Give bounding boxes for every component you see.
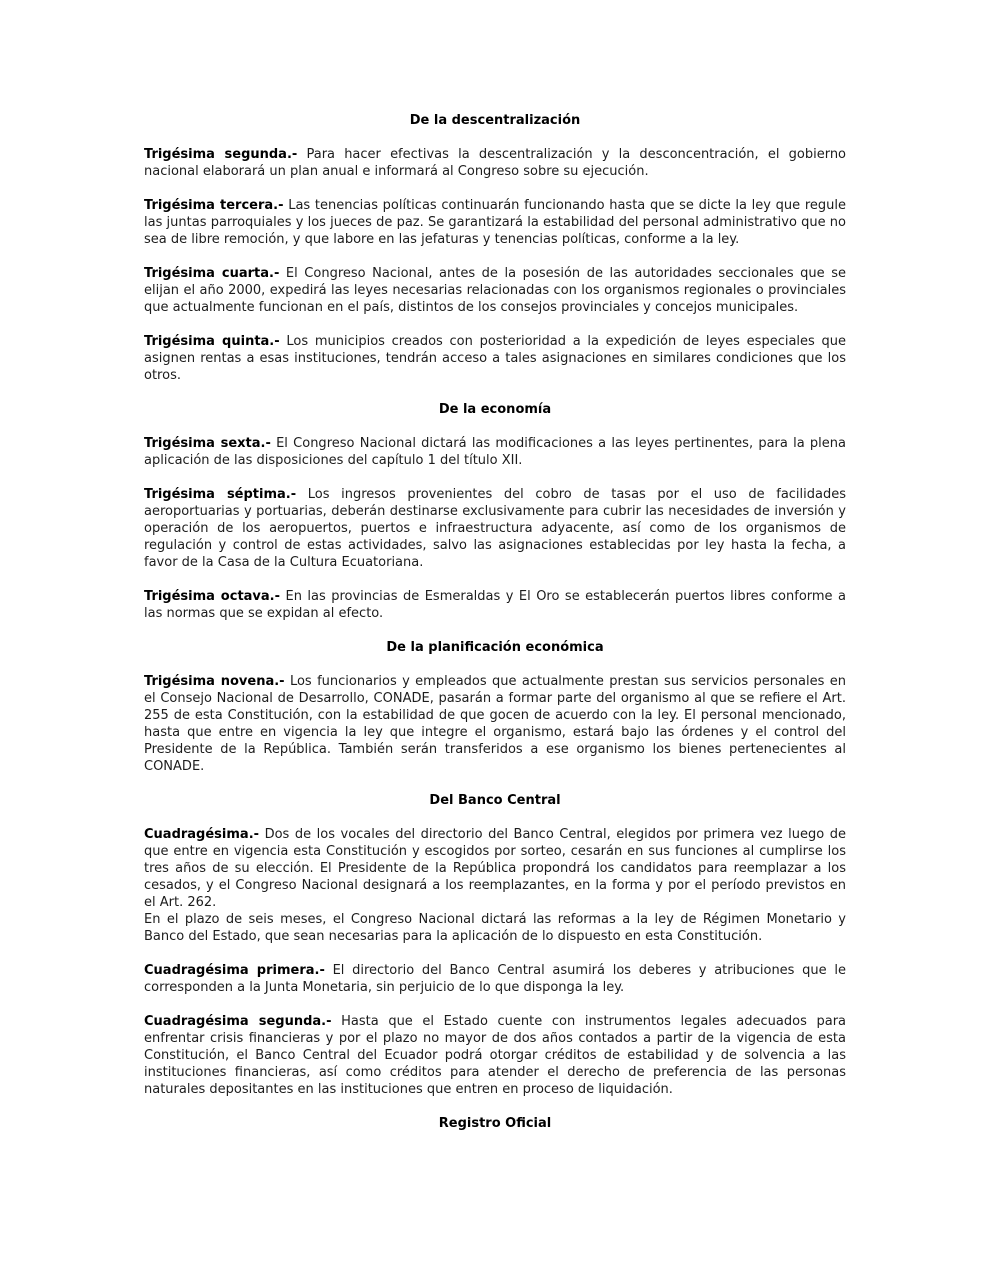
clause-main (144, 826, 846, 911)
clause-label: Trigésima sexta.- (144, 436, 271, 451)
clause-label: Trigésima quinta.- (144, 334, 280, 349)
clause-label: Trigésima segunda.- (144, 147, 298, 162)
paragraph-trigesima-octava (144, 588, 846, 622)
document-content (144, 0, 846, 1132)
paragraph-trigesima-novena (144, 673, 846, 775)
clause-label: Trigésima séptima.- (144, 487, 297, 502)
section-heading-registro-oficial: Registro Oficial (438, 1116, 552, 1131)
clause-label: Trigésima cuarta.- (144, 266, 280, 281)
clause-label: Cuadragésima primera.- (144, 963, 325, 978)
paragraph-cuadragesima-primera (144, 962, 846, 996)
clause-text: Los municipios creados con posterioridad a la expedición de leyes especiales que asignen rentas a esas instituciones, tendrán acceso a tales asignaciones en similares condiciones que los otros. (144, 334, 847, 383)
clause-text: Las tenencias políticas continuarán funcionando hasta que se dicte la ley que regule las juntas parroquiales y los jueces de paz. Se garantizará la estabilidad del personal administrativo que no sea de libre remoción, y que labore en las jefaturas y tenencias políticas, conforme a la ley. (144, 198, 846, 247)
clause-text: Dos de los vocales del directorio del Banco Central, elegidos por primera vez luego de que entre en vigencia esta Constitución y escogidos por sorteo, cesarán en sus funciones al cumplirse los tres años de su elección. El Presidente de la República propondrá los candidatos para reemplazar a los cesados, y el Congreso Nacional designará a los reemplazantes, en la forma y por el período previstos en el Art. 262. (144, 827, 846, 910)
section-heading-economia: De la economía (438, 402, 552, 417)
clause-text: Para hacer efectivas la descentralización y la desconcentración, el gobierno nacional elaborará un plan anual e informará al Congreso sobre su ejecución. (144, 147, 847, 179)
clause-label: Trigésima tercera.- (144, 198, 284, 213)
section-heading-planificacion-economica: De la planificación económica (386, 640, 604, 655)
paragraph-trigesima-quinta (144, 333, 846, 384)
paragraph-trigesima-sexta (144, 435, 846, 469)
clause-label: Cuadragésima segunda.- (144, 1014, 332, 1029)
clause-text: Hasta que el Estado cuente con instrumentos legales adecuados para enfrentar crisis financieras y por el plazo no mayor de dos años contados a partir de la vigencia de esta Constitución, el Banco Central del Ecuador podrá otorgar créditos de estabilidad y de solvencia a las instituciones financieras, así como créditos para atender el derecho de preferencia de las personas naturales depositantes en las instituciones que entren en proceso de liquidación. (144, 1014, 846, 1097)
clause-label: Trigésima octava.- (144, 589, 281, 604)
clause-label: Cuadragésima.- (144, 827, 260, 842)
paragraph-trigesima-cuarta (144, 265, 846, 316)
clause-text: El Congreso Nacional, antes de la posesión de las autoridades seccionales que se elijan el año 2000, expedirá las leyes necesarias relacionadas con los organismos regionales o provinciales que actualmente funcionan en el país, distintos de los consejos provinciales y concejos municipales. (144, 266, 846, 315)
section-heading-descentralizacion: De la descentralización (409, 113, 581, 128)
paragraph-trigesima-septima (144, 486, 846, 571)
clause-label: Trigésima novena.- (144, 674, 285, 689)
paragraph-cuadragesima (144, 826, 846, 945)
clause-text: En las provincias de Esmeraldas y El Oro se establecerán puertos libres conforme a las normas que se expidan al efecto. (144, 589, 846, 621)
clause-text: El Congreso Nacional dictará las modificaciones a las leyes pertinentes, para la plena aplicación de las disposiciones del capítulo 1 del título XII. (144, 436, 846, 468)
paragraph-trigesima-tercera (144, 197, 846, 248)
section-heading-banco-central: Del Banco Central (429, 793, 561, 808)
clause-text: El directorio del Banco Central asumirá los deberes y atribuciones que le corresponden a la Junta Monetaria, sin perjuicio de lo que disponga la ley. (144, 963, 846, 995)
clause-text: Los funcionarios y empleados que actualmente prestan sus servicios personales en el Consejo Nacional de Desarrollo, CONADE, pasarán a formar parte del organismo al que se refiere el Art. 255 de esta Constitución, con la estabilidad de que gocen de acuerdo con la ley. El personal mencionado, hasta que entre en vigencia la ley que integre el organismo, estará bajo las órdenes y el control del Presidente de la República. También serán transferidos a ese organismo los bienes pertenecientes al CONADE. (144, 674, 847, 774)
paragraph-cuadragesima-segunda (144, 1013, 846, 1098)
clause-text: Los ingresos provenientes del cobro de tasas por el uso de facilidades aeroportuarias y portuarias, deberán destinarse exclusivamente para cubrir las necesidades de inversión y operación de los aeropuertos, puertos e infraestructura adyacente, así como de los organismos de regulación y control de estas actividades, salvo las asignaciones establecidas por ley hasta la fecha, a favor de la Casa de la Cultura Ecuatoriana. (144, 487, 847, 570)
clause-continuation: En el plazo de seis meses, el Congreso Nacional dictará las reformas a la ley de Régimen Monetario y Banco del Estado, que sean necesarias para la aplicación de lo dispuesto en esta Constitución. (144, 912, 846, 944)
paragraph-trigesima-segunda (144, 146, 846, 180)
